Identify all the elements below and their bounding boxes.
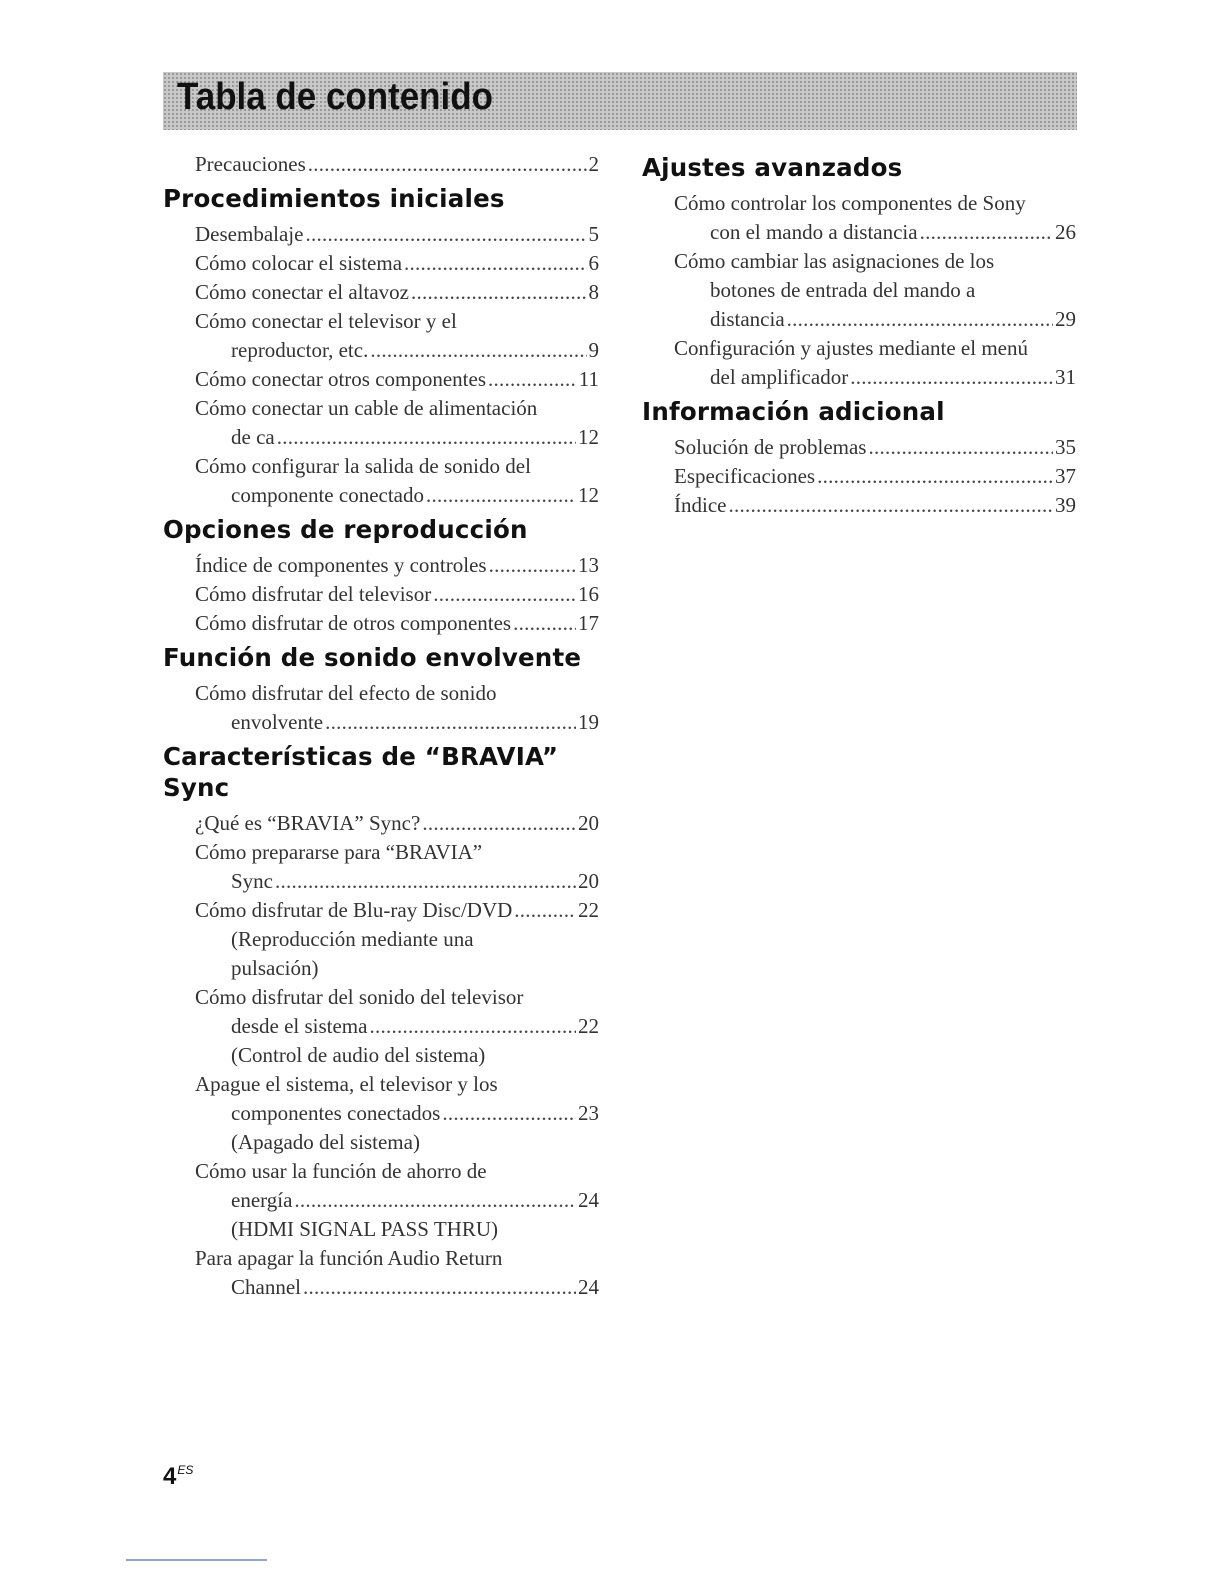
toc-entry[interactable]: Índice . . . 39: [642, 491, 1076, 520]
toc-entry[interactable]: Configuración y ajustes mediante el menú del amplificador . . . 31: [642, 334, 1076, 392]
toc-entry[interactable]: Cómo disfrutar del sonido del televisor desde el sistema . . . 22 (Control de audio del sistema): [163, 983, 599, 1070]
toc-entry[interactable]: Índice de componentes y controles . . . 13: [163, 551, 599, 580]
toc-entry[interactable]: Solución de problemas . . . 35: [642, 433, 1076, 462]
page-title: Tabla de contenido: [177, 76, 493, 118]
toc-entry[interactable]: Cómo cambiar las asignaciones de los botones de entrada del mando a distancia . . . 29: [642, 247, 1076, 334]
toc-entry[interactable]: Cómo disfrutar de otros componentes . . . 17: [163, 609, 599, 638]
toc-entry[interactable]: Cómo prepararse para “BRAVIA” Sync . . . 20: [163, 838, 599, 896]
section-heading-bravia-sync: Características de “BRAVIA” Sync: [163, 742, 559, 802]
section-heading-sonido-envolvente: Función de sonido envolvente: [163, 643, 582, 672]
toc-entry[interactable]: Cómo conectar el altavoz . . . 8: [163, 278, 599, 307]
toc-entry[interactable]: Cómo controlar los componentes de Sony con el mando a distancia . . . 26: [642, 189, 1076, 247]
section-heading-opciones: Opciones de reproducción: [163, 515, 528, 544]
toc-entry[interactable]: Cómo usar la función de ahorro de energía . . . 24 (HDMI SIGNAL PASS THRU): [163, 1157, 599, 1244]
toc-entry[interactable]: Desembalaje . . . 5: [163, 220, 599, 249]
toc-entry[interactable]: Apague el sistema, el televisor y los componentes conectados . . . 23 (Apagado del sistema): [163, 1070, 599, 1157]
toc-entry-precauciones[interactable]: Precauciones . . . 2: [163, 150, 599, 179]
section-heading-informacion-adicional: Información adicional: [642, 397, 945, 426]
toc-entry[interactable]: Cómo configurar la salida de sonido del componente conectado . . . 12: [163, 452, 599, 510]
toc-entry[interactable]: Cómo disfrutar del televisor . . . 16: [163, 580, 599, 609]
toc-entry[interactable]: Cómo conectar otros componentes . . . 11: [163, 365, 599, 394]
page-number: $4^{ES}$: [163, 1463, 194, 1490]
toc-left-column: [163, 150, 599, 1302]
toc-entry[interactable]: Para apagar la función Audio Return Channel . . . 24: [163, 1244, 599, 1302]
toc-entry[interactable]: Cómo disfrutar del efecto de sonido envolvente . . . 19: [163, 679, 599, 737]
toc-entry[interactable]: Cómo conectar un cable de alimentación de ca . . . 12: [163, 394, 599, 452]
toc-entry[interactable]: Especificaciones . . . 37: [642, 462, 1076, 491]
toc-entry[interactable]: Cómo conectar el televisor y el reproductor, etc. . . . 9: [163, 307, 599, 365]
section-heading-ajustes-avanzados: Ajustes avanzados: [642, 153, 903, 182]
toc-right-column: [642, 150, 1076, 520]
toc-entry[interactable]: Cómo colocar el sistema . . . 6: [163, 249, 599, 278]
section-heading-procedimientos: Procedimientos iniciales: [163, 184, 505, 213]
footer-divider: [126, 1559, 267, 1561]
title-banner: [163, 72, 1077, 130]
toc-entry[interactable]: ¿Qué es “BRAVIA” Sync? . . . 20: [163, 809, 599, 838]
toc-entry[interactable]: Cómo disfrutar de Blu-ray Disc/DVD . . . 22 (Reproducción mediante una pulsación): [163, 896, 599, 983]
